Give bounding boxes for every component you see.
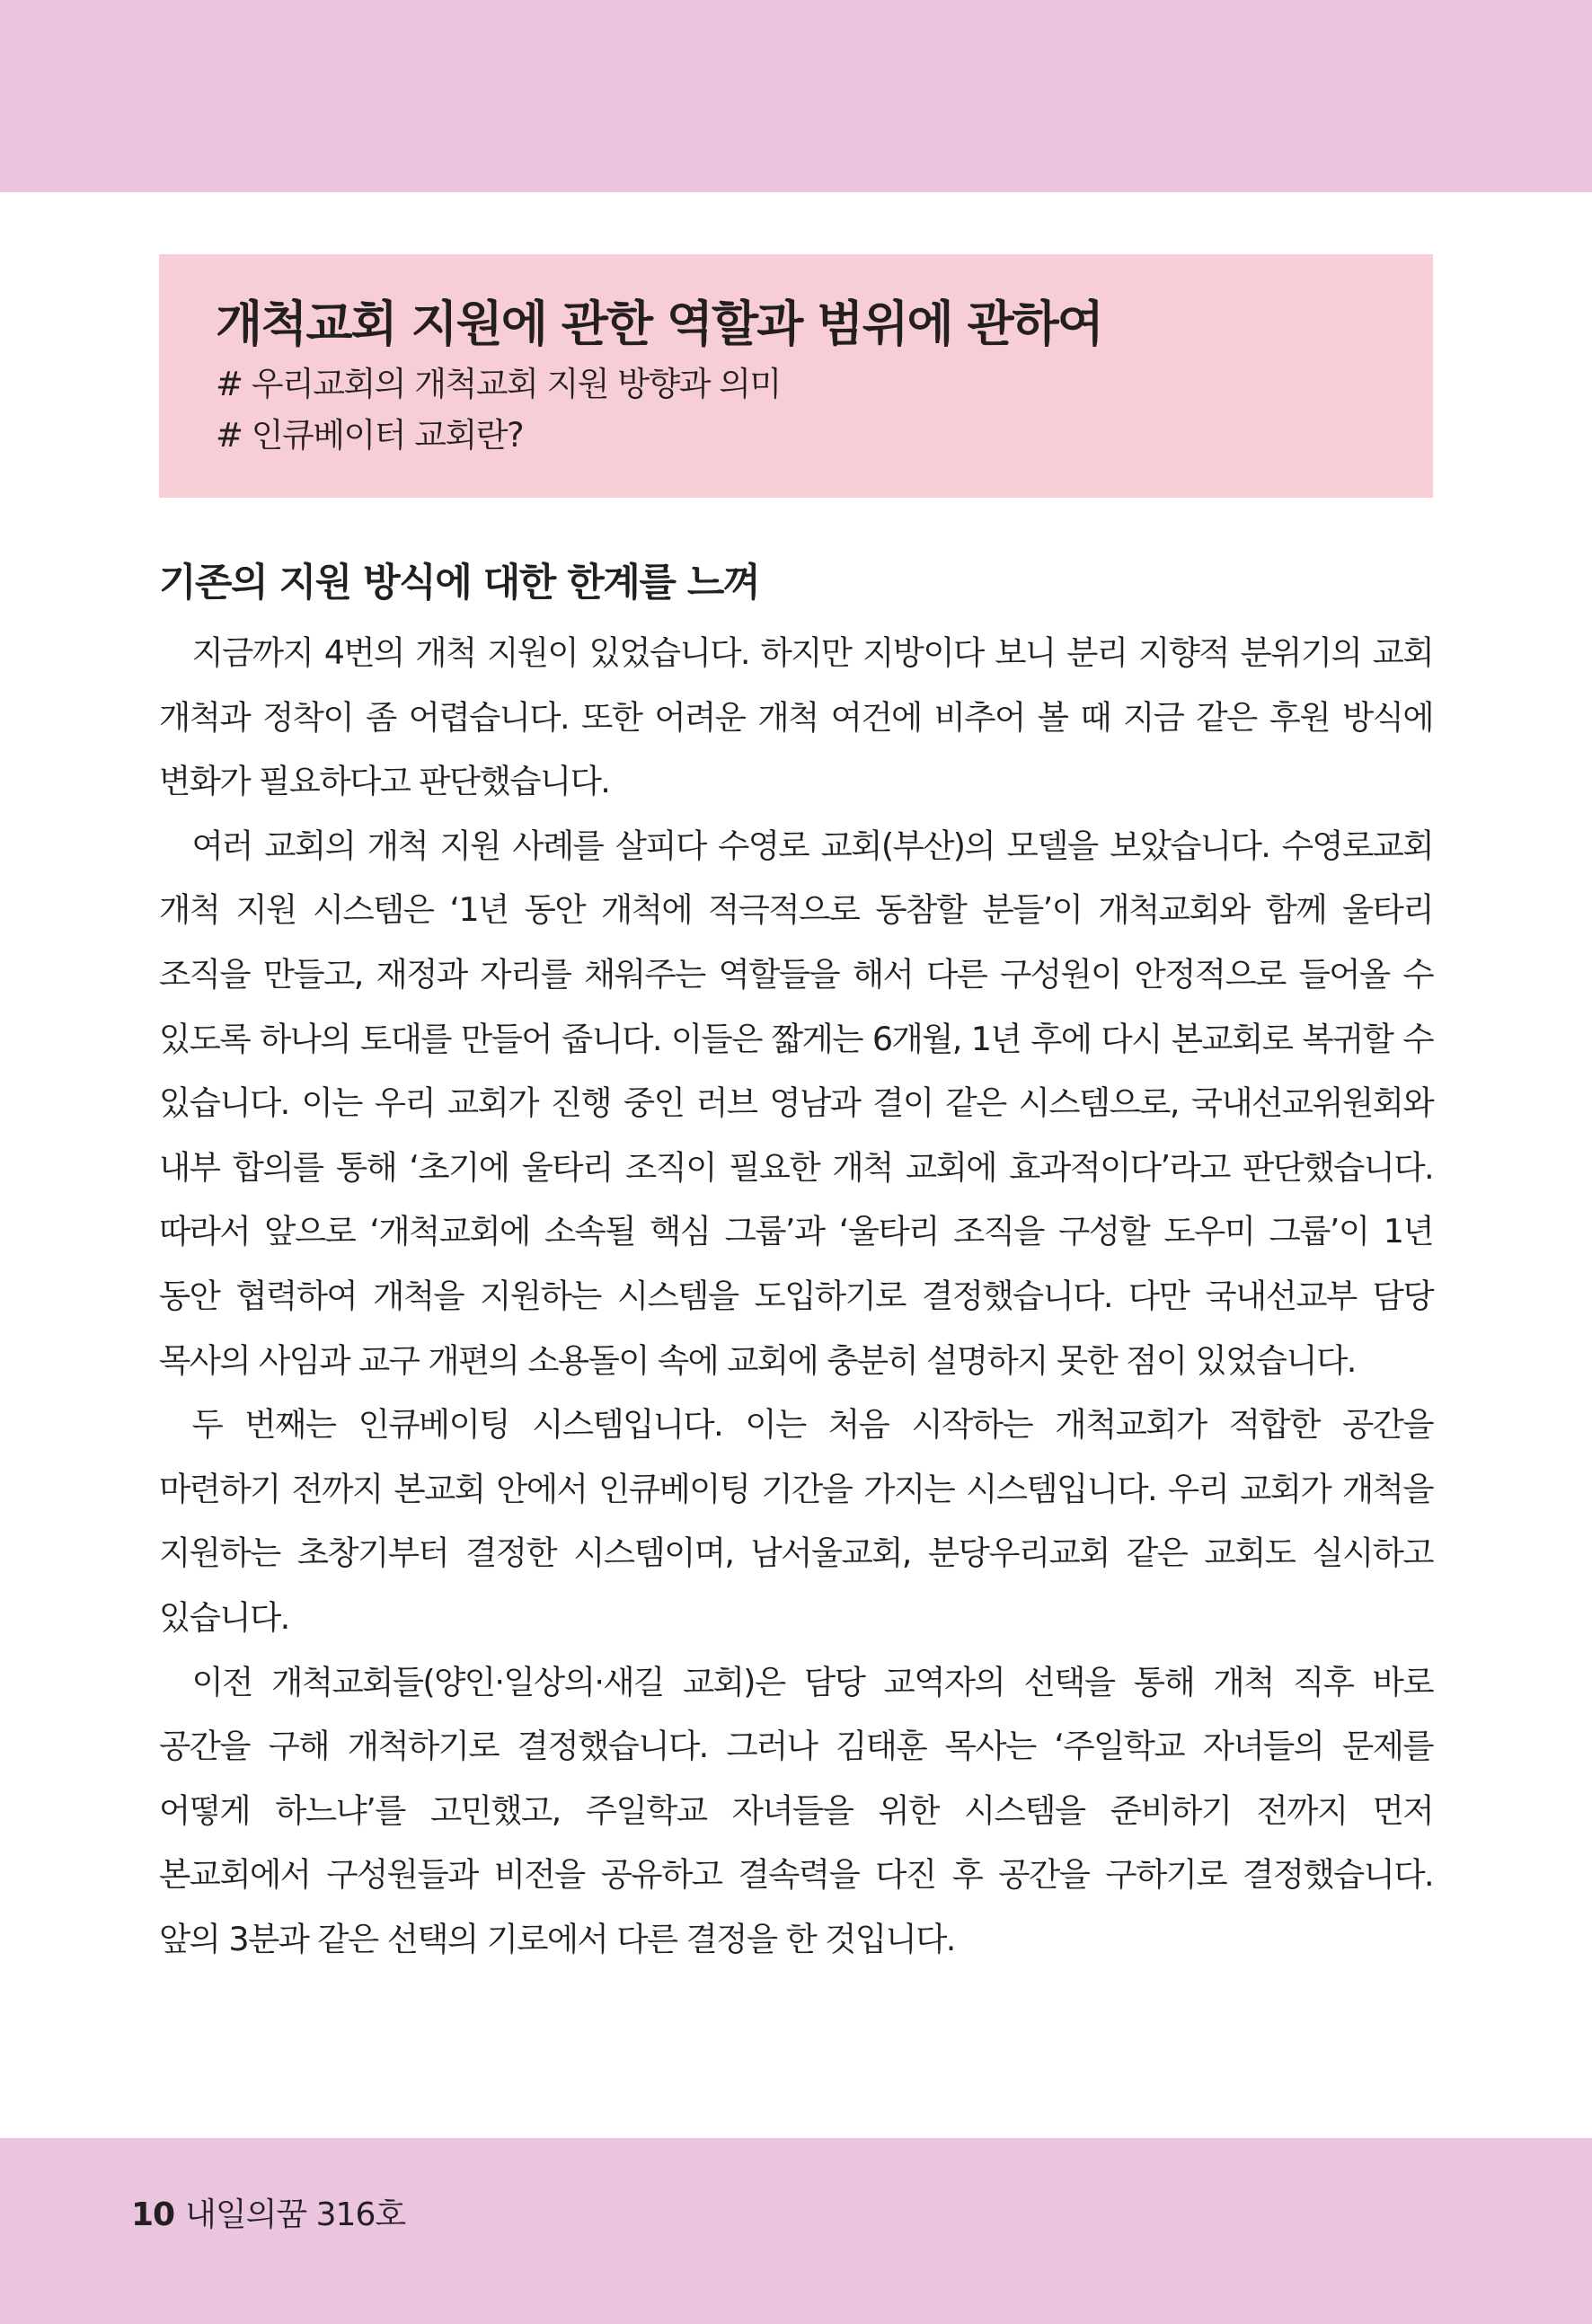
page-number: 10 xyxy=(131,2196,175,2233)
section-heading: 기존의 지원 방식에 대한 한계를 느껴 xyxy=(159,561,759,605)
paragraph-1: 지금까지 4번의 개척 지원이 있었습니다. 하지만 지방이다 보니 분리 지향적 분위기의 교회 개척과 정착이 좀 어렵습니다. 또한 어려운 개척 여건에 비추어 볼 때 지금 같은 후원 방식에 변화가 필요하다고 판단했습니다. xyxy=(159,633,1433,801)
top-decorative-band xyxy=(0,0,1592,192)
paragraph-3: 두 번째는 인큐베이팅 시스템입니다. 이는 처음 시작하는 개척교회가 적합한 공간을 마련하기 전까지 본교회 안에서 인큐베이팅 기간을 가지는 시스템입니다. 우리 교회가 개척을 지원하는 초창기부터 결정한 시스템이며, 남서울교회, 분당우리교회 같은 교회도 실시하고 있습니다. xyxy=(159,1405,1433,1637)
article-title: 개척교회 지원에 관한 역할과 범위에 관하여 xyxy=(216,296,1102,352)
hashtag-2: # 인큐베이터 교회란? xyxy=(216,416,524,455)
paragraph-2: 여러 교회의 개척 지원 사례를 살피다 수영로 교회(부산)의 모델을 보았습니다. 수영로교회 개척 지원 시스템은 ‘1년 동안 개척에 적극적으로 동참할 분들’이 개척교회와 함께 울타리 조직을 만들고, 재정과 자리를 채워주는 역할들을 해서 다른 구성원이 안정적으로 들어올 수 있도록 하나의 토대를 만들어 줍니다. 이들은 짧게는 6개월, 1년 후에 다시 본교회로 복귀할 수 있습니다. 이는 우리 교회가 진행 중인 러브 영남과 결이 같은 시스템으로, 국내선교위원회와 내부 합의를 통해 ‘초기에 울타리 조직이 필요한 개척 교회에 효과적이다’라고 판단했습니다. 따라서 앞으로 ‘개척교회에 소속될 핵심 그룹’과 ‘울타리 조직을 구성할 도우미 그룹’이 1년 동안 협력하여 개척을 지원하는 시스템을 도입하기로 결정했습니다. 다만 국내선교부 담당 목사의 사임과 교구 개편의 소용돌이 속에 교회에 충분히 설명하지 못한 점이 있었습니다. xyxy=(159,826,1433,1380)
hashtag-1: # 우리교회의 개척교회 지원 방향과 의미 xyxy=(216,365,781,403)
article-body xyxy=(159,621,1433,1971)
publication-name: 내일의꿈 316호 xyxy=(185,2196,406,2233)
page-footer xyxy=(131,2193,405,2238)
paragraph-4: 이전 개척교회들(양인·일상의·새길 교회)은 담당 교역자의 선택을 통해 개척 직후 바로 공간을 구해 개척하기로 결정했습니다. 그러나 김태훈 목사는 ‘주일학교 자녀들의 문제를 어떻게 하느냐’를 고민했고, 주일학교 자녀들을 위한 시스템을 준비하기 전까지 먼저 본교회에서 구성원들과 비전을 공유하고 결속력을 다진 후 공간을 구하기로 결정했습니다. 앞의 3분과 같은 선택의 기로에서 다른 결정을 한 것입니다. xyxy=(159,1662,1433,1958)
title-box xyxy=(159,254,1433,498)
